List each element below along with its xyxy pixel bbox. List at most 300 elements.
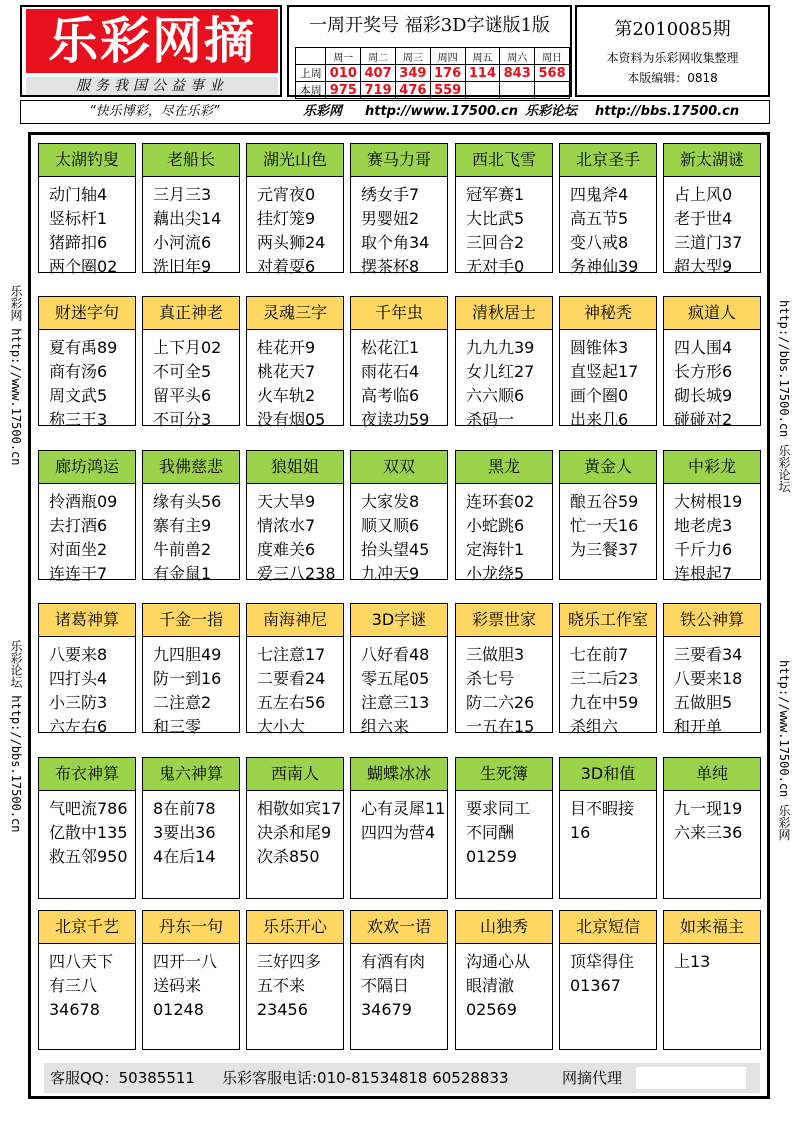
puzzle-line: 寨有主9 bbox=[153, 516, 212, 535]
puzzle-line: 忙一天16 bbox=[570, 516, 639, 535]
puzzle-author: 财迷字句 bbox=[39, 297, 135, 330]
puzzle-line: 两个圈02 bbox=[49, 257, 118, 276]
puzzle-line: 对面坐2 bbox=[49, 540, 108, 559]
puzzle-cell bbox=[455, 450, 553, 583]
puzzle-line: 竖标杆1 bbox=[49, 209, 108, 228]
puzzle-line: 超大型9 bbox=[674, 257, 733, 276]
puzzle-line: 画个圈0 bbox=[570, 386, 629, 405]
puzzle-line: 连连干7 bbox=[49, 564, 108, 583]
puzzle-lines bbox=[664, 484, 760, 586]
footer-agent: 网摘代理 bbox=[562, 1069, 623, 1087]
banner-site-label: 乐彩网 bbox=[303, 104, 343, 119]
puzzle-line: 二要看24 bbox=[257, 669, 326, 688]
footer bbox=[44, 1063, 760, 1093]
puzzle-line: 八要来18 bbox=[674, 669, 743, 688]
puzzle-line: 上下月02 bbox=[153, 338, 222, 357]
logo: 乐彩网摘 bbox=[26, 9, 278, 73]
puzzle-line: 变八戒8 bbox=[570, 233, 629, 252]
puzzle-line: 四八天下 bbox=[49, 952, 114, 971]
draw-number: 568 bbox=[535, 65, 570, 82]
puzzle-lines bbox=[456, 484, 552, 586]
puzzle-line: 高五节5 bbox=[570, 209, 629, 228]
puzzle-line: 雨花石4 bbox=[361, 362, 420, 381]
puzzle-cell bbox=[559, 603, 657, 736]
puzzle-line: 防二六26 bbox=[466, 693, 535, 712]
puzzle-cell bbox=[350, 296, 448, 429]
puzzle-line: 目不暇接 bbox=[570, 799, 635, 818]
puzzle-cell bbox=[38, 603, 136, 736]
banner-quote: “快乐博彩，尽在乐彩” bbox=[89, 104, 220, 119]
puzzle-lines bbox=[560, 944, 656, 998]
puzzle-line: 送码来 bbox=[153, 976, 202, 995]
footer-qq: 客服QQ：50385511 bbox=[50, 1069, 195, 1087]
puzzle-line: 碰碰对2 bbox=[674, 410, 733, 429]
puzzle-lines bbox=[143, 177, 239, 279]
puzzle-line: 小蛇跳6 bbox=[466, 516, 525, 535]
day-header: 周四 bbox=[430, 48, 465, 65]
puzzle-lines bbox=[39, 330, 135, 432]
puzzle-line: 大比武5 bbox=[466, 209, 525, 228]
puzzle-line: 五不来 bbox=[257, 976, 306, 995]
banner bbox=[20, 100, 770, 124]
puzzle-cell bbox=[38, 757, 136, 899]
puzzle-author: 疯道人 bbox=[664, 297, 760, 330]
puzzle-line: 没有烟05 bbox=[257, 410, 326, 429]
draw-number: 407 bbox=[361, 65, 396, 82]
draw-number: 176 bbox=[430, 65, 465, 82]
puzzle-line: 九在中59 bbox=[570, 693, 639, 712]
puzzle-lines bbox=[456, 791, 552, 869]
puzzle-line: 有金鼠1 bbox=[153, 564, 212, 583]
draw-number: 975 bbox=[326, 82, 361, 99]
puzzle-line: 对着耍6 bbox=[257, 257, 316, 276]
puzzle-line: 动门轴4 bbox=[49, 185, 108, 204]
puzzle-author: 北京短信 bbox=[560, 911, 656, 944]
puzzle-line: 零五尾05 bbox=[361, 669, 430, 688]
puzzle-line: 一五在15 bbox=[466, 717, 535, 736]
side-text-right-bottom: http://www.17500.cn 乐彩网 bbox=[777, 660, 791, 841]
puzzle-cell bbox=[559, 757, 657, 899]
puzzle-lines bbox=[143, 944, 239, 1022]
puzzle-cell bbox=[455, 296, 553, 429]
puzzle-author: 晓乐工作室 bbox=[560, 604, 656, 637]
puzzle-line: 商有汤6 bbox=[49, 362, 108, 381]
puzzle-line: 34678 bbox=[49, 1000, 100, 1019]
puzzle-line: 长方形6 bbox=[674, 362, 733, 381]
puzzle-author: 欢欢一语 bbox=[351, 911, 447, 944]
puzzle-lines bbox=[351, 177, 447, 279]
draw-number: 719 bbox=[361, 82, 396, 99]
draw-results-block bbox=[287, 5, 572, 97]
puzzle-lines bbox=[143, 330, 239, 432]
puzzle-line: 小三防3 bbox=[49, 693, 108, 712]
puzzle-line: 4在后14 bbox=[153, 847, 216, 866]
puzzle-cell bbox=[246, 603, 344, 736]
puzzle-line: 周文武5 bbox=[49, 386, 108, 405]
this-week-label: 本周 bbox=[296, 82, 326, 99]
puzzle-line: 两头狮24 bbox=[257, 233, 326, 252]
puzzle-line: 不同酬 bbox=[466, 823, 515, 842]
puzzle-line: 火车轨2 bbox=[257, 386, 316, 405]
puzzle-author: 山独秀 bbox=[456, 911, 552, 944]
banner-forum-link[interactable]: http://bbs.17500.cn bbox=[595, 104, 740, 119]
puzzle-line: 六左右6 bbox=[49, 717, 108, 736]
puzzle-cell bbox=[246, 450, 344, 583]
puzzle-author: 真正神老 bbox=[143, 297, 239, 330]
puzzle-cell bbox=[455, 603, 553, 736]
puzzle-line: 顶牮得住 bbox=[570, 952, 635, 971]
puzzle-lines bbox=[39, 944, 135, 1022]
puzzle-author: 神秘秃 bbox=[560, 297, 656, 330]
puzzle-lines bbox=[351, 944, 447, 1022]
issue-editor: 本版编辑：0818 bbox=[627, 71, 718, 85]
puzzle-cell bbox=[142, 296, 240, 429]
puzzle-author: 南海神尼 bbox=[247, 604, 343, 637]
puzzle-line: 九四胆49 bbox=[153, 645, 222, 664]
puzzle-cell bbox=[142, 910, 240, 1050]
puzzle-line: 五左右56 bbox=[257, 693, 326, 712]
puzzle-cell bbox=[559, 910, 657, 1050]
puzzle-line: 地老虎3 bbox=[674, 516, 733, 535]
puzzle-lines bbox=[143, 637, 239, 739]
puzzle-line: 二注意2 bbox=[153, 693, 212, 712]
draw-number bbox=[500, 82, 535, 99]
draw-days-row bbox=[296, 48, 570, 65]
puzzle-author: 3D字谜 bbox=[351, 604, 447, 637]
draw-table bbox=[295, 47, 570, 99]
puzzle-line: 酿五谷59 bbox=[570, 492, 639, 511]
puzzle-line: 和三零 bbox=[153, 717, 202, 736]
puzzle-line: 拎酒瓶09 bbox=[49, 492, 118, 511]
puzzle-line: 连根起7 bbox=[674, 564, 733, 583]
puzzle-author: 黑龙 bbox=[456, 451, 552, 484]
draw-number bbox=[535, 82, 570, 99]
puzzle-line: 桂花开9 bbox=[257, 338, 316, 357]
puzzle-line: 三要看34 bbox=[674, 645, 743, 664]
draw-number: 114 bbox=[465, 65, 500, 82]
puzzle-line: 01248 bbox=[153, 1000, 204, 1019]
puzzle-author: 如来福主 bbox=[664, 911, 760, 944]
puzzle-line: 圆锥体3 bbox=[570, 338, 629, 357]
slogan: 服务我国公益事业 bbox=[26, 77, 278, 95]
puzzle-line: 四鬼斧4 bbox=[570, 185, 629, 204]
puzzle-cell bbox=[663, 450, 761, 583]
puzzle-line: 夏有禹89 bbox=[49, 338, 118, 357]
puzzle-author: 布衣神算 bbox=[39, 758, 135, 791]
puzzle-line: 松花江1 bbox=[361, 338, 420, 357]
puzzle-line: 杀码一 bbox=[466, 410, 515, 429]
puzzle-cell bbox=[559, 143, 657, 276]
puzzle-lines bbox=[351, 637, 447, 739]
issue-block bbox=[575, 5, 770, 97]
puzzle-line: 出来几6 bbox=[570, 410, 629, 429]
puzzle-line: 摆茶杯8 bbox=[361, 257, 420, 276]
this-week-row bbox=[296, 82, 570, 99]
puzzle-line: 四人围4 bbox=[674, 338, 733, 357]
puzzle-line: 去打酒6 bbox=[49, 516, 108, 535]
puzzle-line: 杀七号 bbox=[466, 669, 515, 688]
puzzle-cell bbox=[663, 603, 761, 736]
puzzle-line: 牛前兽2 bbox=[153, 540, 212, 559]
puzzle-line: 三道门37 bbox=[674, 233, 743, 252]
puzzle-line: 组六来 bbox=[361, 717, 410, 736]
puzzle-line: 洗旧年9 bbox=[153, 257, 212, 276]
puzzle-author: 3D和值 bbox=[560, 758, 656, 791]
puzzle-line: 砌长城9 bbox=[674, 386, 733, 405]
puzzle-author: 老船长 bbox=[143, 144, 239, 177]
puzzle-line: 取个角34 bbox=[361, 233, 430, 252]
puzzle-line: 八要来8 bbox=[49, 645, 108, 664]
puzzle-line: 上13 bbox=[674, 952, 711, 971]
puzzle-author: 蝴蝶冰冰 bbox=[351, 758, 447, 791]
puzzle-cell bbox=[142, 450, 240, 583]
puzzle-author: 西南人 bbox=[247, 758, 343, 791]
puzzle-line: 夜读功59 bbox=[361, 410, 430, 429]
puzzle-line: 千斤力6 bbox=[674, 540, 733, 559]
puzzle-author: 铁公神算 bbox=[664, 604, 760, 637]
side-text-right-top: http://bbs.17500.cn 乐彩论坛 bbox=[777, 300, 791, 493]
puzzle-cell bbox=[142, 143, 240, 276]
draw-number: 476 bbox=[395, 82, 430, 99]
puzzle-cell bbox=[455, 757, 553, 899]
puzzle-lines bbox=[560, 484, 656, 586]
puzzle-author: 赛马力哥 bbox=[351, 144, 447, 177]
puzzle-line: 无对手0 bbox=[466, 257, 525, 276]
puzzle-author: 丹东一句 bbox=[143, 911, 239, 944]
puzzle-line: 男婴妞2 bbox=[361, 209, 420, 228]
puzzle-line: 为三餐37 bbox=[570, 540, 639, 559]
puzzle-line: 定海针1 bbox=[466, 540, 525, 559]
puzzle-line: 九冲天9 bbox=[361, 564, 420, 583]
puzzle-line: 8在前78 bbox=[153, 799, 216, 818]
side-text-left-bottom: 乐彩论坛 http://bbs.17500.cn bbox=[9, 640, 23, 833]
puzzle-line: 九一现19 bbox=[674, 799, 743, 818]
puzzle-line: 挂灯笼9 bbox=[257, 209, 316, 228]
puzzle-line: 要求同工 bbox=[466, 799, 531, 818]
draw-number: 349 bbox=[395, 65, 430, 82]
puzzle-line: 女儿红27 bbox=[466, 362, 535, 381]
puzzle-author: 黄金人 bbox=[560, 451, 656, 484]
puzzle-lines bbox=[39, 177, 135, 279]
puzzle-author: 北京千艺 bbox=[39, 911, 135, 944]
puzzle-author: 西北飞雪 bbox=[456, 144, 552, 177]
puzzle-cell bbox=[246, 910, 344, 1050]
puzzle-line: 桃花天7 bbox=[257, 362, 316, 381]
day-header: 周二 bbox=[361, 48, 396, 65]
puzzle-cell bbox=[559, 296, 657, 429]
puzzle-author: 双双 bbox=[351, 451, 447, 484]
puzzle-cell bbox=[142, 757, 240, 899]
puzzle-cell bbox=[455, 910, 553, 1050]
puzzle-cell bbox=[246, 296, 344, 429]
puzzle-line: 七注意17 bbox=[257, 645, 326, 664]
puzzle-line: 八好看48 bbox=[361, 645, 430, 664]
puzzle-line: 三好四多 bbox=[257, 952, 322, 971]
puzzle-line: 九九九39 bbox=[466, 338, 535, 357]
issue-number: 第2010085期 bbox=[614, 19, 731, 40]
draw-number: 010 bbox=[326, 65, 361, 82]
puzzle-line: 老于世4 bbox=[674, 209, 733, 228]
puzzle-line: 大家发8 bbox=[361, 492, 420, 511]
puzzle-line: 大树根19 bbox=[674, 492, 743, 511]
puzzle-line: 亿散中135 bbox=[49, 823, 128, 842]
puzzle-lines bbox=[247, 791, 343, 869]
puzzle-cell bbox=[663, 296, 761, 429]
puzzle-line: 度难关6 bbox=[257, 540, 316, 559]
puzzle-line: 3要出36 bbox=[153, 823, 216, 842]
puzzle-line: 六六顺6 bbox=[466, 386, 525, 405]
puzzle-line: 三月三3 bbox=[153, 185, 212, 204]
puzzle-line: 决杀和尾9 bbox=[257, 823, 332, 842]
puzzle-line: 三做胆3 bbox=[466, 645, 525, 664]
puzzle-line: 绣女手7 bbox=[361, 185, 420, 204]
puzzle-cell bbox=[38, 910, 136, 1050]
puzzle-lines bbox=[664, 791, 760, 845]
puzzle-lines bbox=[247, 944, 343, 1022]
puzzle-line: 次杀850 bbox=[257, 847, 320, 866]
puzzle-cell bbox=[38, 296, 136, 429]
puzzle-lines bbox=[143, 791, 239, 869]
puzzle-lines bbox=[456, 944, 552, 1022]
puzzle-cell bbox=[350, 910, 448, 1050]
puzzle-line: 爱三八238 bbox=[257, 564, 336, 583]
puzzle-author: 生死簿 bbox=[456, 758, 552, 791]
puzzle-lines bbox=[351, 330, 447, 432]
footer-blank-field bbox=[636, 1067, 746, 1089]
puzzle-line: 注意三13 bbox=[361, 693, 430, 712]
puzzle-author: 太湖钓叟 bbox=[39, 144, 135, 177]
puzzle-lines bbox=[560, 791, 656, 845]
puzzle-lines bbox=[39, 791, 135, 869]
puzzle-line: 四四为营4 bbox=[361, 823, 436, 842]
puzzle-line: 大小大 bbox=[257, 717, 306, 736]
puzzle-line: 抬头望45 bbox=[361, 540, 430, 559]
puzzle-author: 鬼六神算 bbox=[143, 758, 239, 791]
puzzle-line: 五做胆5 bbox=[674, 693, 733, 712]
puzzle-lines bbox=[664, 330, 760, 432]
puzzle-lines bbox=[39, 484, 135, 586]
banner-site-link[interactable]: http://www.17500.cn bbox=[365, 104, 518, 119]
day-header: 周五 bbox=[465, 48, 500, 65]
puzzle-line: 三回合2 bbox=[466, 233, 525, 252]
day-header: 周六 bbox=[500, 48, 535, 65]
puzzle-cell bbox=[246, 143, 344, 276]
puzzle-line: 小龙绕5 bbox=[466, 564, 525, 583]
puzzle-cell bbox=[455, 143, 553, 276]
puzzle-lines bbox=[351, 484, 447, 586]
last-week-row bbox=[296, 65, 570, 82]
puzzle-cell bbox=[38, 450, 136, 583]
puzzle-line: 四打头4 bbox=[49, 669, 108, 688]
puzzle-lines bbox=[247, 330, 343, 432]
puzzle-line: 高考临6 bbox=[361, 386, 420, 405]
puzzle-line: 16 bbox=[570, 823, 591, 842]
puzzle-line: 顺又顺6 bbox=[361, 516, 420, 535]
puzzle-line: 和开单 bbox=[674, 717, 723, 736]
footer-phone: 乐彩客服电话:010-81534818 60528833 bbox=[222, 1069, 509, 1087]
puzzle-lines bbox=[143, 484, 239, 586]
puzzle-line: 情浓水7 bbox=[257, 516, 316, 535]
puzzle-lines bbox=[560, 637, 656, 739]
puzzle-lines bbox=[247, 177, 343, 279]
puzzle-line: 藕出尖14 bbox=[153, 209, 222, 228]
puzzle-line: 01259 bbox=[466, 847, 517, 866]
puzzle-line: 留平头6 bbox=[153, 386, 212, 405]
puzzle-cell bbox=[663, 910, 761, 1050]
puzzle-lines bbox=[456, 330, 552, 432]
puzzle-lines bbox=[247, 637, 343, 739]
puzzle-lines bbox=[560, 330, 656, 432]
puzzle-line: 六来三36 bbox=[674, 823, 743, 842]
puzzle-cell bbox=[663, 143, 761, 276]
draw-title: 一周开奖号 福彩3D字谜版1版 bbox=[308, 15, 551, 36]
puzzle-author: 单纯 bbox=[664, 758, 760, 791]
puzzle-line: 务神仙39 bbox=[570, 257, 639, 276]
issue-note: 本资料为乐彩网收集整理 bbox=[606, 51, 739, 65]
puzzle-cell bbox=[559, 450, 657, 580]
puzzle-line: 救五邻950 bbox=[49, 847, 128, 866]
puzzle-lines bbox=[456, 637, 552, 739]
puzzle-cell bbox=[38, 143, 136, 276]
day-header: 周日 bbox=[535, 48, 570, 65]
puzzle-line: 称三王3 bbox=[49, 410, 108, 429]
puzzle-lines bbox=[664, 177, 760, 279]
puzzle-author: 新太湖谜 bbox=[664, 144, 760, 177]
day-header: 周一 bbox=[326, 48, 361, 65]
side-text-left-top: 乐彩网 http://www.17500.cn bbox=[9, 285, 23, 466]
puzzle-line bbox=[570, 562, 656, 586]
draw-number: 559 bbox=[430, 82, 465, 99]
puzzle-cell bbox=[350, 603, 448, 736]
puzzle-line: 气吧流786 bbox=[49, 799, 128, 818]
last-week-label: 上周 bbox=[296, 65, 326, 82]
puzzle-line: 不可全5 bbox=[153, 362, 212, 381]
puzzle-author: 乐乐开心 bbox=[247, 911, 343, 944]
puzzle-line: 23456 bbox=[257, 1000, 308, 1019]
puzzle-lines bbox=[351, 791, 447, 845]
puzzle-author: 灵魂三字 bbox=[247, 297, 343, 330]
puzzle-line: 缘有头56 bbox=[153, 492, 222, 511]
puzzle-line: 占上风0 bbox=[674, 185, 733, 204]
puzzle-author: 中彩龙 bbox=[664, 451, 760, 484]
puzzle-line: 眼清澈 bbox=[466, 976, 515, 995]
puzzle-cell bbox=[663, 757, 761, 899]
puzzle-line: 元宵夜0 bbox=[257, 185, 316, 204]
puzzle-line: 三二后23 bbox=[570, 669, 639, 688]
puzzle-author: 狼姐姐 bbox=[247, 451, 343, 484]
puzzle-author: 千金一指 bbox=[143, 604, 239, 637]
puzzle-author: 诸葛神算 bbox=[39, 604, 135, 637]
puzzle-line: 防一到16 bbox=[153, 669, 222, 688]
puzzle-line: 不隔日 bbox=[361, 976, 410, 995]
puzzle-line: 连环套02 bbox=[466, 492, 535, 511]
puzzle-line: 相敬如宾17 bbox=[257, 799, 342, 818]
puzzle-line: 四开一八 bbox=[153, 952, 218, 971]
puzzle-cell bbox=[350, 143, 448, 276]
puzzle-cell bbox=[350, 450, 448, 583]
puzzle-line: 七在前7 bbox=[570, 645, 629, 664]
puzzle-author: 湖光山色 bbox=[247, 144, 343, 177]
puzzle-lines bbox=[39, 637, 135, 739]
puzzle-line: 沟通心从 bbox=[466, 952, 531, 971]
puzzle-line: 直竖起17 bbox=[570, 362, 639, 381]
puzzle-lines bbox=[560, 177, 656, 279]
draw-number: 843 bbox=[500, 65, 535, 82]
puzzle-lines bbox=[247, 484, 343, 586]
puzzle-author: 廊坊鸿运 bbox=[39, 451, 135, 484]
puzzle-line: 有三八 bbox=[49, 976, 98, 995]
puzzle-author: 彩票世家 bbox=[456, 604, 552, 637]
